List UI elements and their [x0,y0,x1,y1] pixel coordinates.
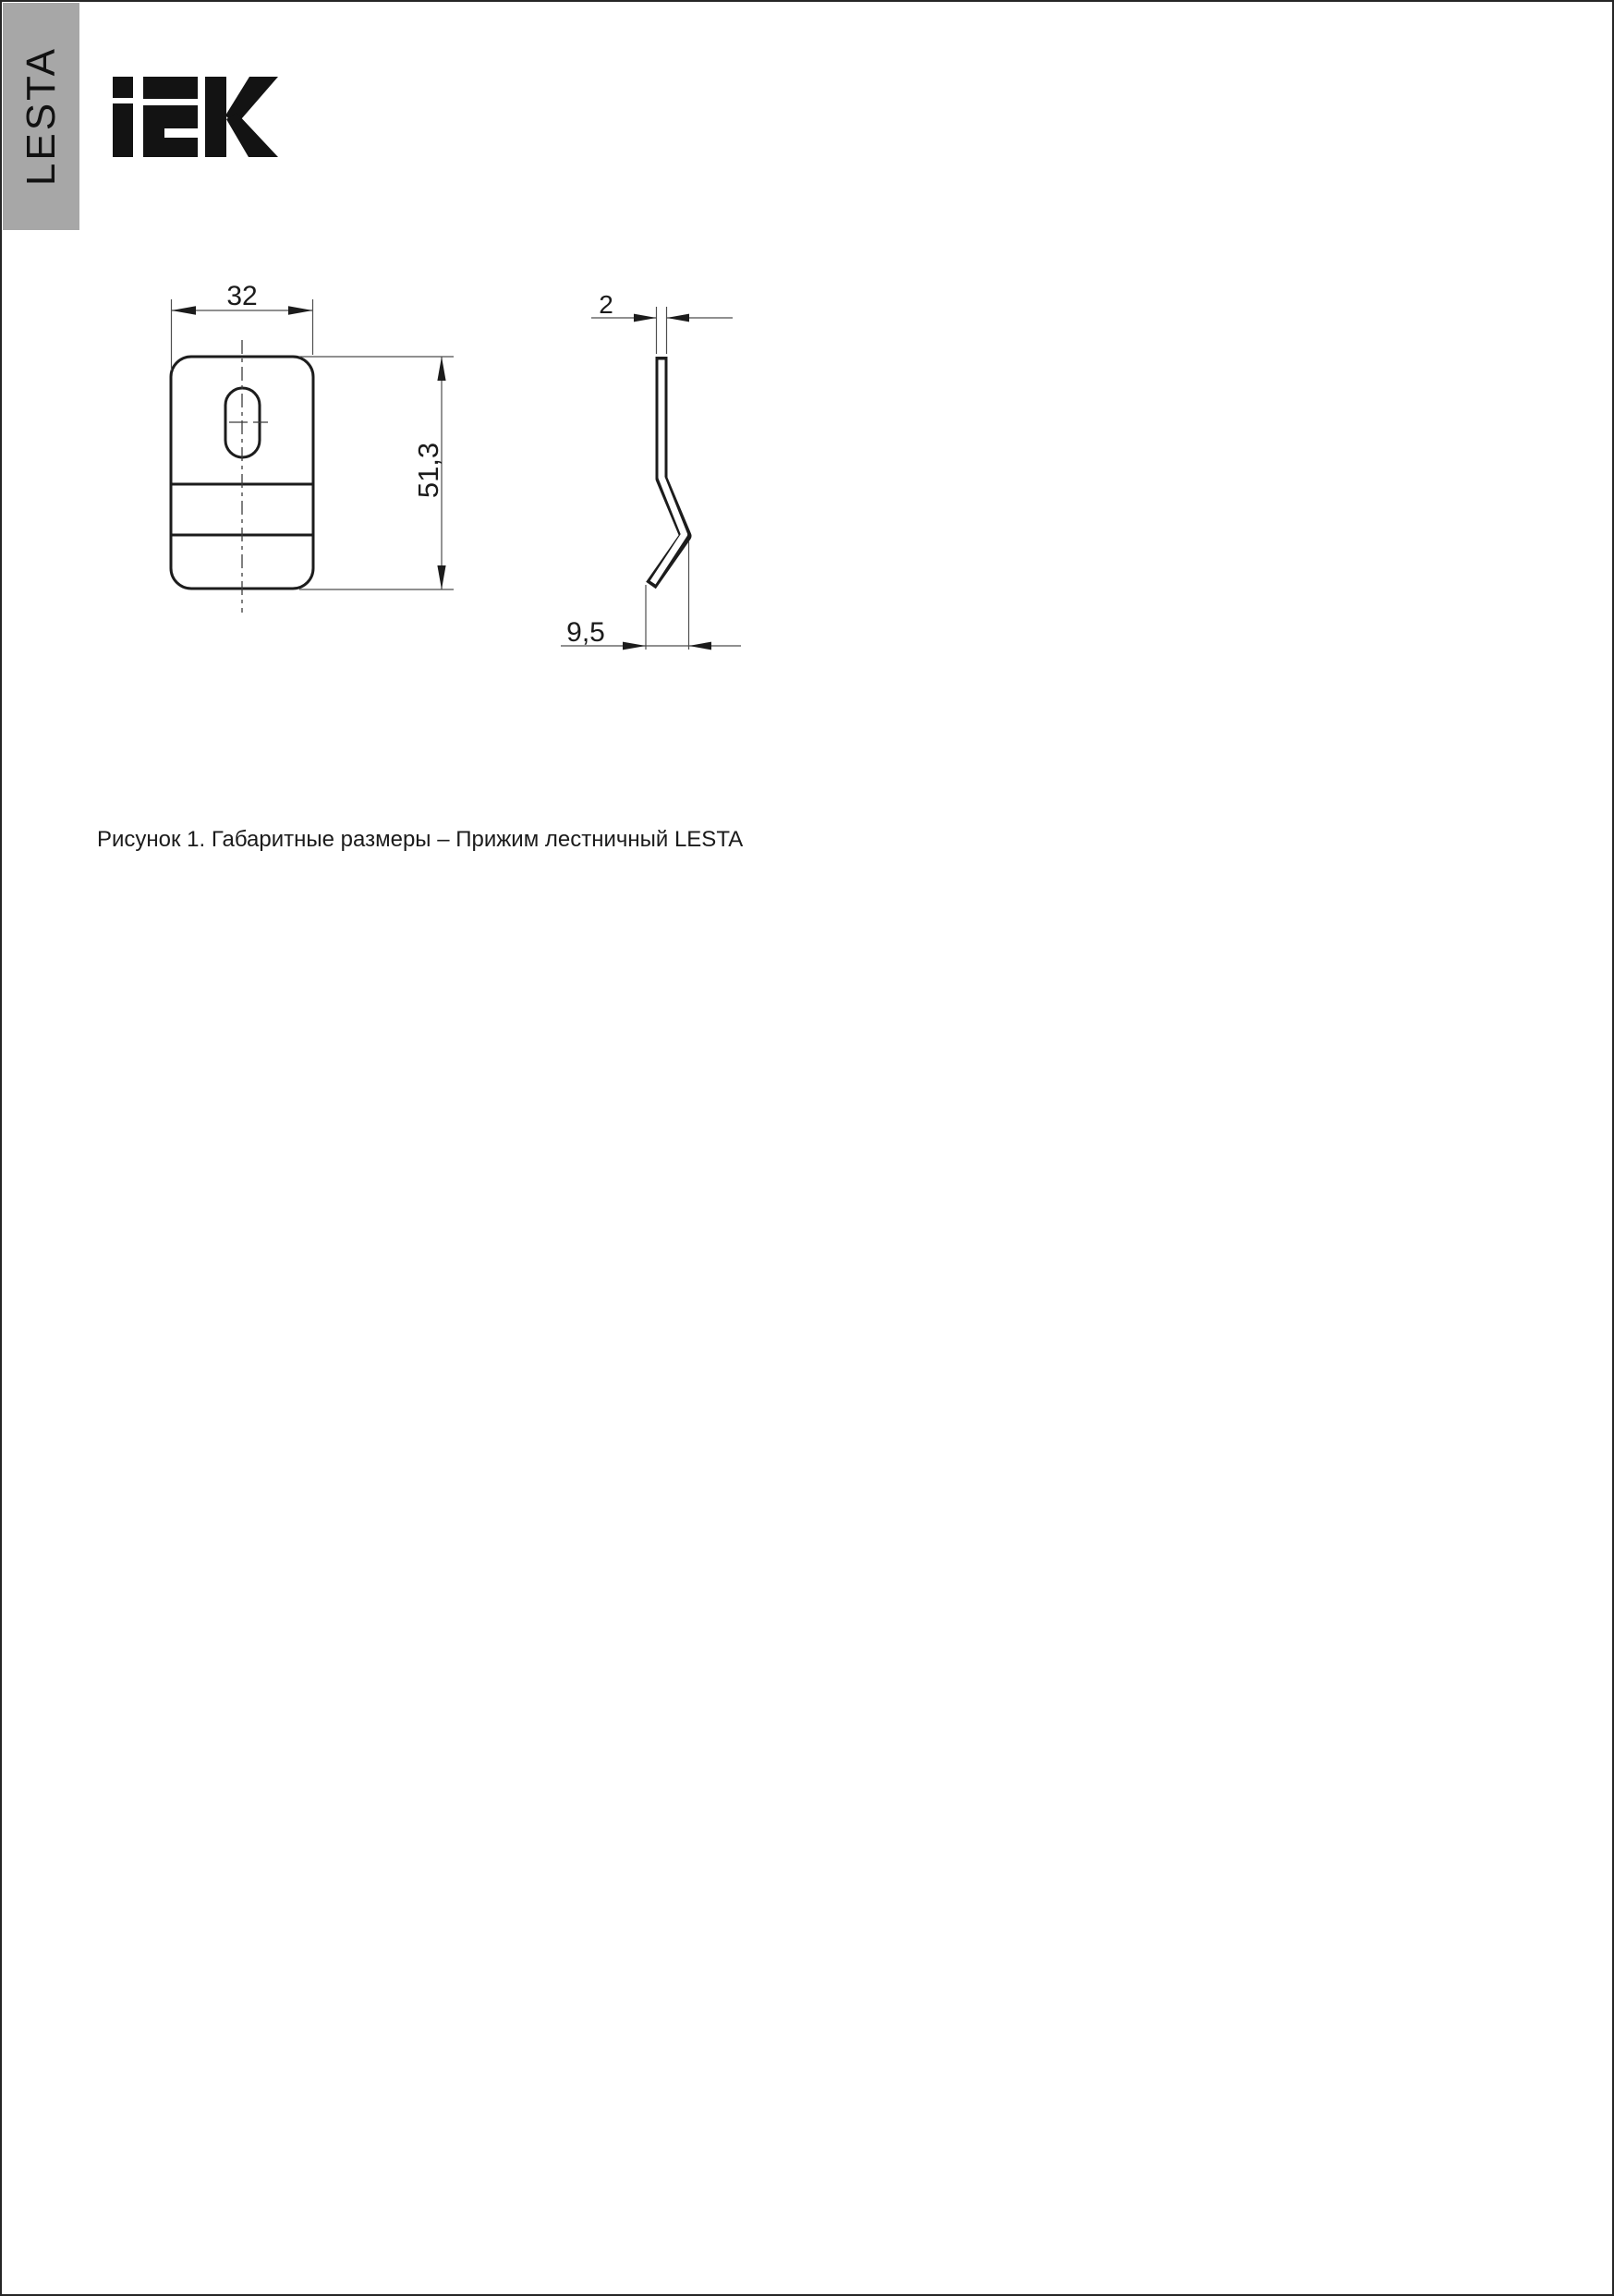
logo-i-dot [113,77,133,98]
iek-logo [111,73,281,159]
front-view [171,340,313,613]
series-label: LESTA [18,46,64,187]
dimension-value-thickness: 2 [599,290,613,319]
iek-logo-glyphs [113,77,278,157]
series-side-tab [3,3,79,230]
arrowhead-up [437,357,445,381]
side-view [651,357,686,586]
dimension-value-hook-offset: 9,5 [566,617,605,648]
figure-caption: Рисунок 1. Габаритные размеры – Прижим лестничный LESTA [97,827,744,852]
dimension-hook-offset [561,541,741,650]
dimension-height [299,357,454,589]
logo-e-block [143,105,198,157]
logo-k-lower-arm [226,113,278,157]
logo-k-stem [205,77,226,157]
arrowhead-right [288,306,313,314]
plate-outline [171,357,313,589]
dimension-value-height: 51,3 [412,442,444,499]
arrowhead-right [623,642,646,650]
arrowhead-left [667,314,690,322]
dimension-drawing [94,261,796,686]
dimension-thickness [591,290,733,354]
arrowhead-right [634,314,657,322]
arrowhead-down [437,565,445,589]
strip-profile-outer [651,357,686,586]
arrowhead-left [689,642,712,650]
logo-i-stem [113,103,133,157]
logo-e-top-bar [143,77,198,99]
arrowhead-left [172,306,197,314]
dimension-value-width: 32 [226,281,258,311]
